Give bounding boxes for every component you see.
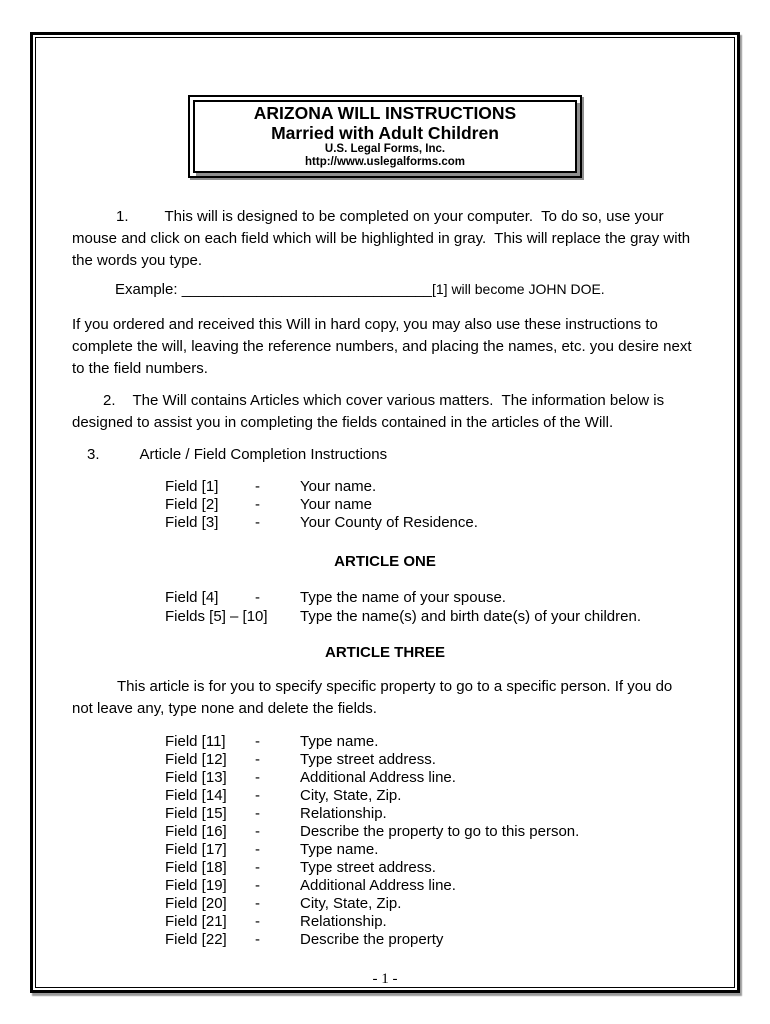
field-separator: - (255, 877, 260, 894)
field-row (165, 877, 698, 895)
field-separator: - (255, 787, 260, 804)
field-row (165, 805, 698, 823)
field-separator: - (255, 931, 260, 948)
paragraph-text: This will is designed to be completed on your computer. To do so, use your (164, 208, 664, 225)
paragraph-line: complete the will, leaving the reference numbers, and placing the names, etc. you desire next (72, 338, 692, 355)
paragraph-line: If you ordered and received this Will in hard copy, you may also use these instructions to (72, 316, 658, 333)
header-box (188, 95, 582, 178)
field-label: Field [18] (165, 859, 227, 876)
field-description: City, State, Zip. (300, 787, 402, 804)
field-row (165, 478, 698, 496)
field-label: Field [14] (165, 787, 227, 804)
field-row (165, 514, 698, 532)
field-separator: - (255, 805, 260, 822)
paragraph-line: mouse and click on each field which will be highlighted in gray. This will replace the gray with (72, 230, 691, 247)
field-row (165, 931, 698, 949)
field-row (165, 787, 698, 805)
document-title: ARIZONA WILL INSTRUCTIONS (253, 103, 517, 123)
field-separator: - (255, 496, 260, 513)
field-label: Fields [5] – [10] (165, 608, 268, 625)
field-label: Field [19] (165, 877, 227, 894)
field-separator: - (255, 895, 260, 912)
field-label: Field [3] (165, 514, 219, 531)
instruction-paragraph-1 (72, 206, 698, 272)
field-label: Field [16] (165, 823, 227, 840)
field-row (165, 607, 698, 626)
instruction-paragraph-3 (72, 444, 698, 466)
list-number: 1. (116, 208, 129, 225)
field-row (165, 841, 698, 859)
article-three-intro (72, 676, 698, 720)
field-separator: - (255, 859, 260, 876)
field-row (165, 823, 698, 841)
field-row (165, 859, 698, 877)
paragraph-line: not leave any, type none and delete the fields. (72, 700, 377, 717)
field-label: Field [15] (165, 805, 227, 822)
field-description: Describe the property (300, 931, 444, 948)
page (35, 37, 735, 988)
list-number: 3. (87, 446, 100, 463)
field-description: Type the name of your spouse. (300, 589, 506, 606)
paragraph-line (116, 206, 698, 228)
field-row (165, 751, 698, 769)
company-url: http://www.uslegalforms.com (305, 156, 465, 168)
field-label: Field [2] (165, 496, 219, 513)
field-row (165, 769, 698, 787)
paragraph-line: designed to assist you in completing the fields contained in the articles of the Will. (72, 414, 614, 431)
field-label: Field [20] (165, 895, 227, 912)
field-description: Relationship. (300, 805, 387, 822)
header-box-inner (193, 100, 577, 173)
article-one-heading: ARTICLE ONE (334, 553, 436, 570)
page-border-frame (30, 32, 740, 993)
example-result-text: [1] will become JOHN DOE. (431, 281, 605, 297)
field-description: Your name. (300, 478, 377, 495)
field-separator: - (255, 478, 260, 495)
field-description: Additional Address line. (300, 769, 456, 786)
fill-in-blank: ______________________________ (181, 281, 432, 298)
field-description: City, State, Zip. (300, 895, 402, 912)
article-three-heading: ARTICLE THREE (325, 644, 445, 661)
list-number: 2. (103, 392, 116, 409)
field-row (165, 913, 698, 931)
field-separator: - (255, 823, 260, 840)
field-row (165, 588, 698, 607)
field-label: Field [4] (165, 589, 219, 606)
field-row (165, 496, 698, 514)
hard-copy-paragraph (72, 314, 698, 380)
field-description: Additional Address line. (300, 877, 456, 894)
field-separator: - (255, 841, 260, 858)
paragraph-line (87, 444, 698, 466)
document-subtitle: Married with Adult Children (271, 123, 499, 143)
field-description: Type street address. (300, 859, 436, 876)
field-separator: - (255, 751, 260, 768)
field-row (165, 895, 698, 913)
field-description: Your name (300, 496, 372, 513)
field-description: Describe the property to go to this person. (300, 823, 580, 840)
field-row (165, 733, 698, 751)
field-separator: - (255, 913, 260, 930)
field-separator: - (255, 514, 260, 531)
field-list-article-one (165, 588, 698, 626)
field-label: Field [17] (165, 841, 227, 858)
instruction-paragraph-2 (72, 390, 698, 434)
field-description: Type the name(s) and birth date(s) of your children. (300, 608, 642, 625)
example-label: Example: (115, 281, 182, 298)
paragraph-line: This article is for you to specify specific property to go to a specific person. If you do (117, 678, 673, 695)
field-label: Field [12] (165, 751, 227, 768)
field-label: Field [11] (165, 733, 226, 750)
field-label: Field [22] (165, 931, 227, 948)
field-description: Relationship. (300, 913, 387, 930)
field-list-general (165, 478, 698, 532)
field-description: Type name. (300, 841, 379, 858)
example-line (115, 278, 698, 301)
field-description: Type name. (300, 733, 379, 750)
page-number: - 1 - (372, 971, 398, 987)
paragraph-line: to the field numbers. (72, 360, 208, 377)
field-label: Field [13] (165, 769, 227, 786)
paragraph-text: Article / Field Completion Instructions (139, 446, 388, 463)
field-separator: - (255, 733, 260, 750)
field-label: Field [1] (165, 478, 219, 495)
field-separator: - (255, 769, 260, 786)
paragraph-text: The Will contains Articles which cover various matters. The information below is (132, 392, 665, 409)
field-label: Field [21] (165, 913, 227, 930)
paragraph-line (103, 390, 698, 412)
field-separator: - (255, 589, 260, 606)
field-list-article-three (165, 733, 698, 949)
paragraph-line: the words you type. (72, 252, 203, 269)
field-description: Your County of Residence. (300, 514, 478, 531)
field-description: Type street address. (300, 751, 436, 768)
company-name: U.S. Legal Forms, Inc. (324, 143, 446, 155)
